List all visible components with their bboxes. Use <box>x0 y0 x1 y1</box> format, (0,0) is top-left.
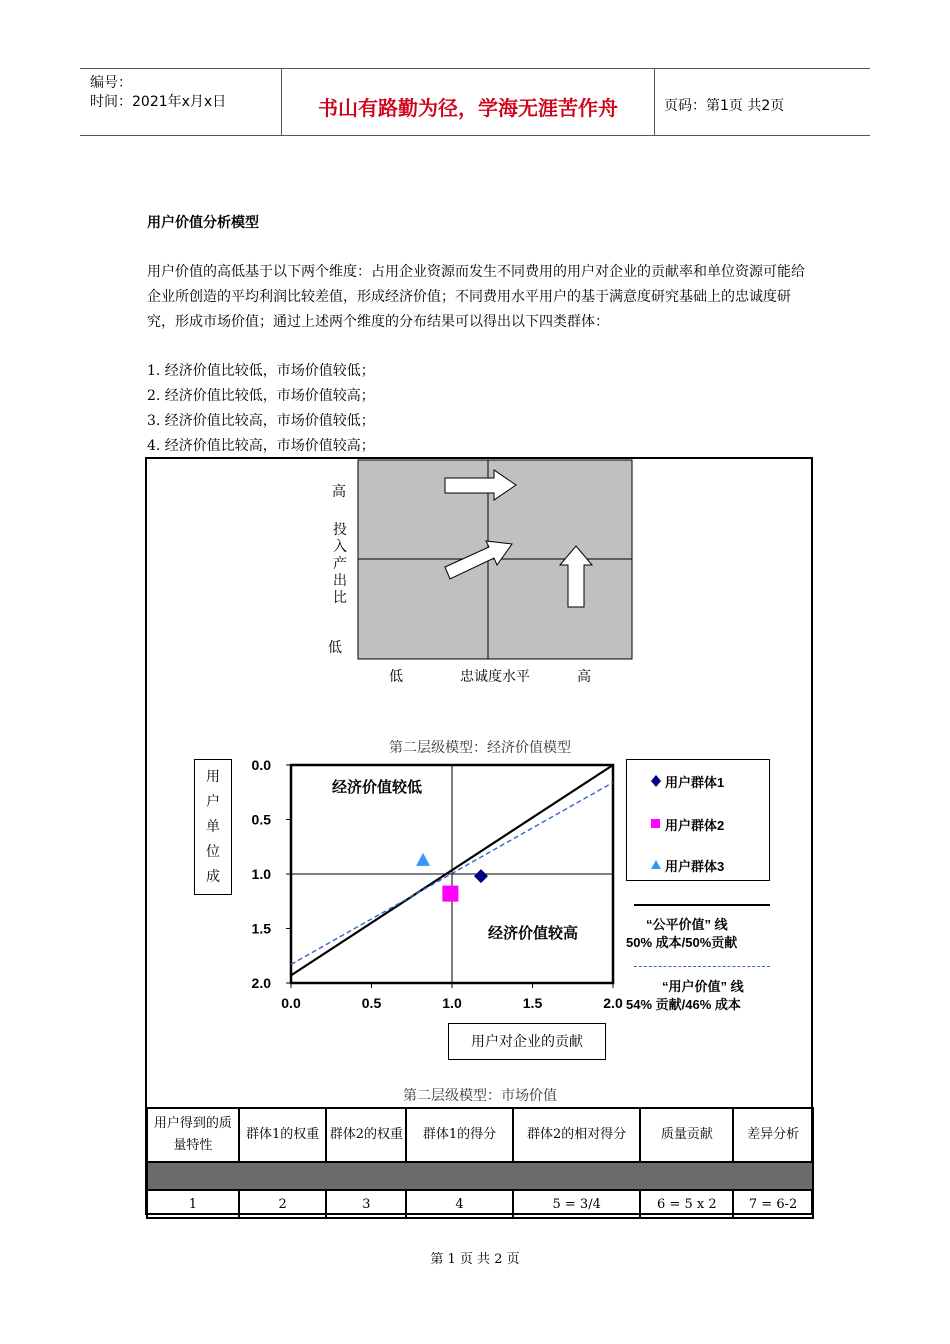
legend-line-dashed <box>634 966 770 967</box>
table-header-cell: 群体1的权重 <box>239 1108 327 1162</box>
quadrant-y-low: 低 <box>328 639 342 655</box>
economic-value-chart <box>230 755 630 1015</box>
legend-marker-diamond-icon <box>649 774 663 788</box>
y-axis-label-char: 位 <box>206 843 220 859</box>
line-legend-title: “用户价值” 线 <box>662 979 744 994</box>
quadrant-y-label <box>333 521 349 606</box>
table-header-cell: 质量贡献 <box>640 1108 733 1162</box>
table-header-cell: 群体2的权重 <box>326 1108 406 1162</box>
y-axis-label-char: 户 <box>206 793 220 809</box>
chart-y-axis-label-box <box>194 759 232 895</box>
table-shaded-cell <box>147 1162 813 1190</box>
quadrant-y-char: 投 <box>333 521 347 537</box>
header-motto: 书山有路勤为径，学海无涯苦作舟 <box>318 96 618 120</box>
quadrant-x-low: 低 <box>389 668 403 684</box>
y-axis-label-char: 单 <box>206 818 220 834</box>
quadrant-x-high: 高 <box>577 668 591 684</box>
table-row <box>147 1190 813 1218</box>
quadrant-x-label: 忠诚度水平 <box>460 668 530 684</box>
table-header-cell: 群体2的相对得分 <box>513 1108 641 1162</box>
data-point-group2 <box>442 886 458 902</box>
table-header-row <box>147 1108 813 1162</box>
region-label-low: 经济价值较低 <box>332 779 423 796</box>
legend-line-solid <box>634 904 770 906</box>
legend-label: 用户群体1 <box>665 775 725 790</box>
line-legend-title: “公平价值” 线 <box>646 917 728 932</box>
table-cell: 1 <box>147 1190 239 1218</box>
header-time: 时间：2021年x月x日 <box>90 94 227 110</box>
table-header-cell: 群体1的得分 <box>406 1108 513 1162</box>
y-tick-label: 2.0 <box>251 975 271 991</box>
quadrant-diagram <box>300 455 660 695</box>
legend-label: 用户群体2 <box>665 818 725 833</box>
table-cell: 7 = 6-2 <box>733 1190 813 1218</box>
table-cell: 6 = 5 x 2 <box>640 1190 733 1218</box>
table-header-cell: 差异分析 <box>733 1108 813 1162</box>
x-tick-label: 1.5 <box>522 995 543 1011</box>
table-cell: 5 = 3/4 <box>513 1190 641 1218</box>
table-cell: 3 <box>326 1190 406 1218</box>
y-axis-label-char: 成 <box>206 868 220 884</box>
table-shaded-row <box>147 1162 813 1190</box>
market-caption: 第二层级模型：市场价值 <box>403 1088 557 1104</box>
y-tick-label: 1.5 <box>251 920 271 937</box>
list-item: 4. 经济价值比较高，市场价值较高； <box>147 438 375 454</box>
page-title: 用户价值分析模型 <box>147 215 259 231</box>
chart-legend <box>626 759 770 881</box>
header-top-rule <box>80 68 870 69</box>
header-page-info: 页码：第1页 共2页 <box>664 98 785 114</box>
x-tick-label: 0.5 <box>361 995 382 1011</box>
intro-paragraph: 用户价值的高低基于以下两个维度：占用企业资源而发生不同费用的用户对企业的贡献率和单位资源可能给企业所创造的平均利润比较差值，形成经济价值；不同费用水平用户的基于满意度研究基础上的忠诚度研究，形成市场价值；通过上述两个维度的分布结果可以得出以下四类群体： <box>147 264 805 330</box>
table-cell: 4 <box>406 1190 513 1218</box>
quadrant-y-high: 高 <box>332 483 346 499</box>
legend-marker-square-icon <box>649 817 663 831</box>
quadrant-y-char: 比 <box>333 589 347 605</box>
header-divider <box>654 68 655 135</box>
quadrant-y-char: 出 <box>333 572 347 588</box>
list-item: 2. 经济价值比较低，市场价值较高； <box>147 388 375 404</box>
x-tick-label: 0.0 <box>281 995 301 1011</box>
y-axis-label-char: 用 <box>206 768 220 784</box>
legend-label: 用户群体3 <box>665 859 725 874</box>
quadrant-y-char: 产 <box>333 555 347 571</box>
x-tick-label: 1.0 <box>442 995 462 1011</box>
market-value-table <box>146 1107 814 1219</box>
header-number: 编号： <box>90 75 132 91</box>
table-header-cell: 用户得到的质量特性 <box>147 1108 239 1162</box>
chart-caption: 第二层级模型：经济价值模型 <box>389 740 571 756</box>
quadrant-y-char: 入 <box>333 538 347 554</box>
y-tick-label: 0.5 <box>251 811 271 828</box>
page-footer: 第 1 页 共 2 页 <box>430 1252 520 1267</box>
y-tick-label: 1.0 <box>251 866 271 882</box>
legend-marker-triangle-icon <box>649 858 663 872</box>
header-bottom-rule <box>80 135 870 136</box>
line-legend-desc: 50% 成本/50%贡献 <box>626 935 738 950</box>
y-tick-label: 0.0 <box>251 757 271 773</box>
line-legend-desc: 54% 贡献/46% 成本 <box>626 997 741 1012</box>
chart-x-axis-label: 用户对企业的贡献 <box>448 1023 606 1060</box>
x-tick-label: 2.0 <box>603 995 623 1011</box>
region-label-high: 经济价值较高 <box>488 925 579 942</box>
list-item: 3. 经济价值比较高，市场价值较低； <box>147 413 375 429</box>
list-item: 1. 经济价值比较低，市场价值较低； <box>147 363 375 379</box>
table-cell: 2 <box>239 1190 327 1218</box>
